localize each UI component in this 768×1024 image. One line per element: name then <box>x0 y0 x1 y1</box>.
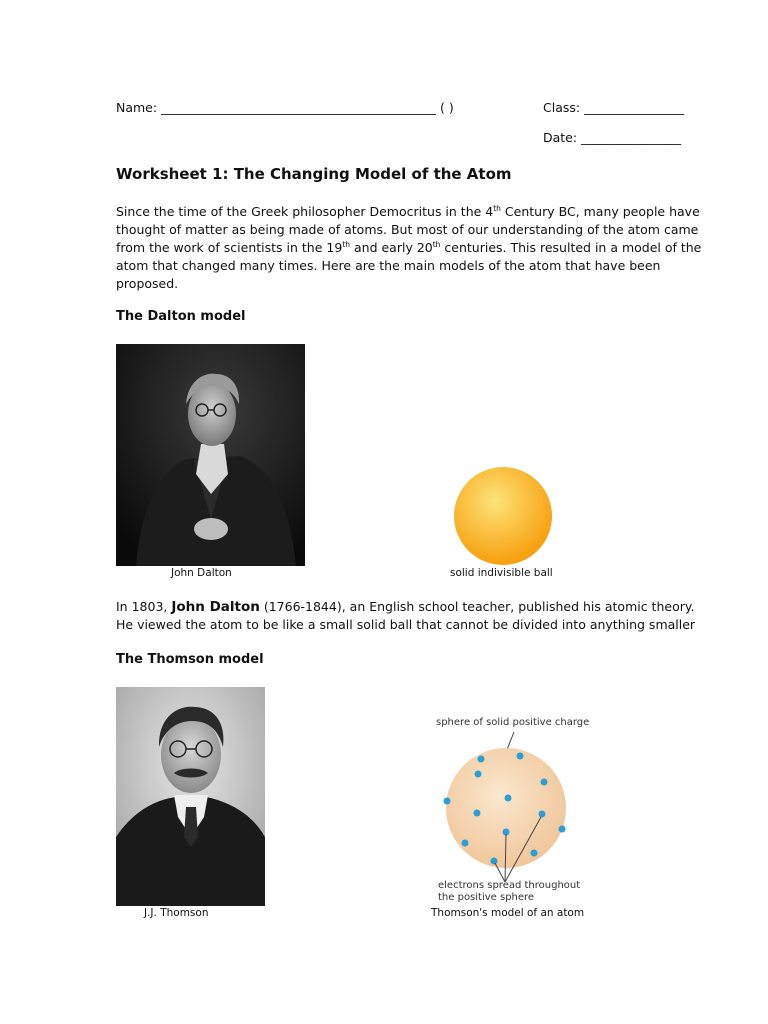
intro-paragraph: Since the time of the Greek philosopher Democritus in the 4th Century BC, many people have thought of matter as being made of atoms. But most of our understanding of the atom came from the work of scientists in the 19th and early 20th centuries. This resulted in a model of the atom that changed many times. Here are the main models of the atom that have been proposed. <box>116 203 702 291</box>
class-field-label: Class: ________________ <box>543 100 685 115</box>
thomson-model-caption: Thomson's model of an atom <box>431 907 585 919</box>
positive-sphere-label: sphere of solid positive charge <box>436 717 590 728</box>
thomson-heading: The Thomson model <box>116 652 264 667</box>
date-field-label: Date: ________________ <box>543 130 682 145</box>
thomson-portrait-caption: J.J. Thomson <box>144 907 209 919</box>
solid-ball-caption: solid indivisible ball <box>450 567 553 579</box>
dalton-portrait-caption: John Dalton <box>171 567 232 579</box>
dalton-heading: The Dalton model <box>116 309 246 324</box>
dalton-paragraph: In 1803, John Dalton (1766-1844), an English school teacher, published his atomic theory. He viewed the atom to be like a small solid ball that cannot be divided into anything smaller <box>116 599 696 632</box>
dalton-portrait-image <box>116 344 305 566</box>
thomson-portrait-image <box>116 687 265 906</box>
electrons-label-line1: electrons spread throughout <box>438 880 581 891</box>
worksheet-title: Worksheet 1: The Changing Model of the Atom <box>116 165 512 183</box>
name-field-label: Name: ____________________________________________ ( ) <box>116 100 454 115</box>
solid-ball-model-image <box>452 466 556 570</box>
electrons-label-line2: the positive sphere <box>438 892 535 903</box>
thomson-atom-model-image <box>430 730 580 885</box>
